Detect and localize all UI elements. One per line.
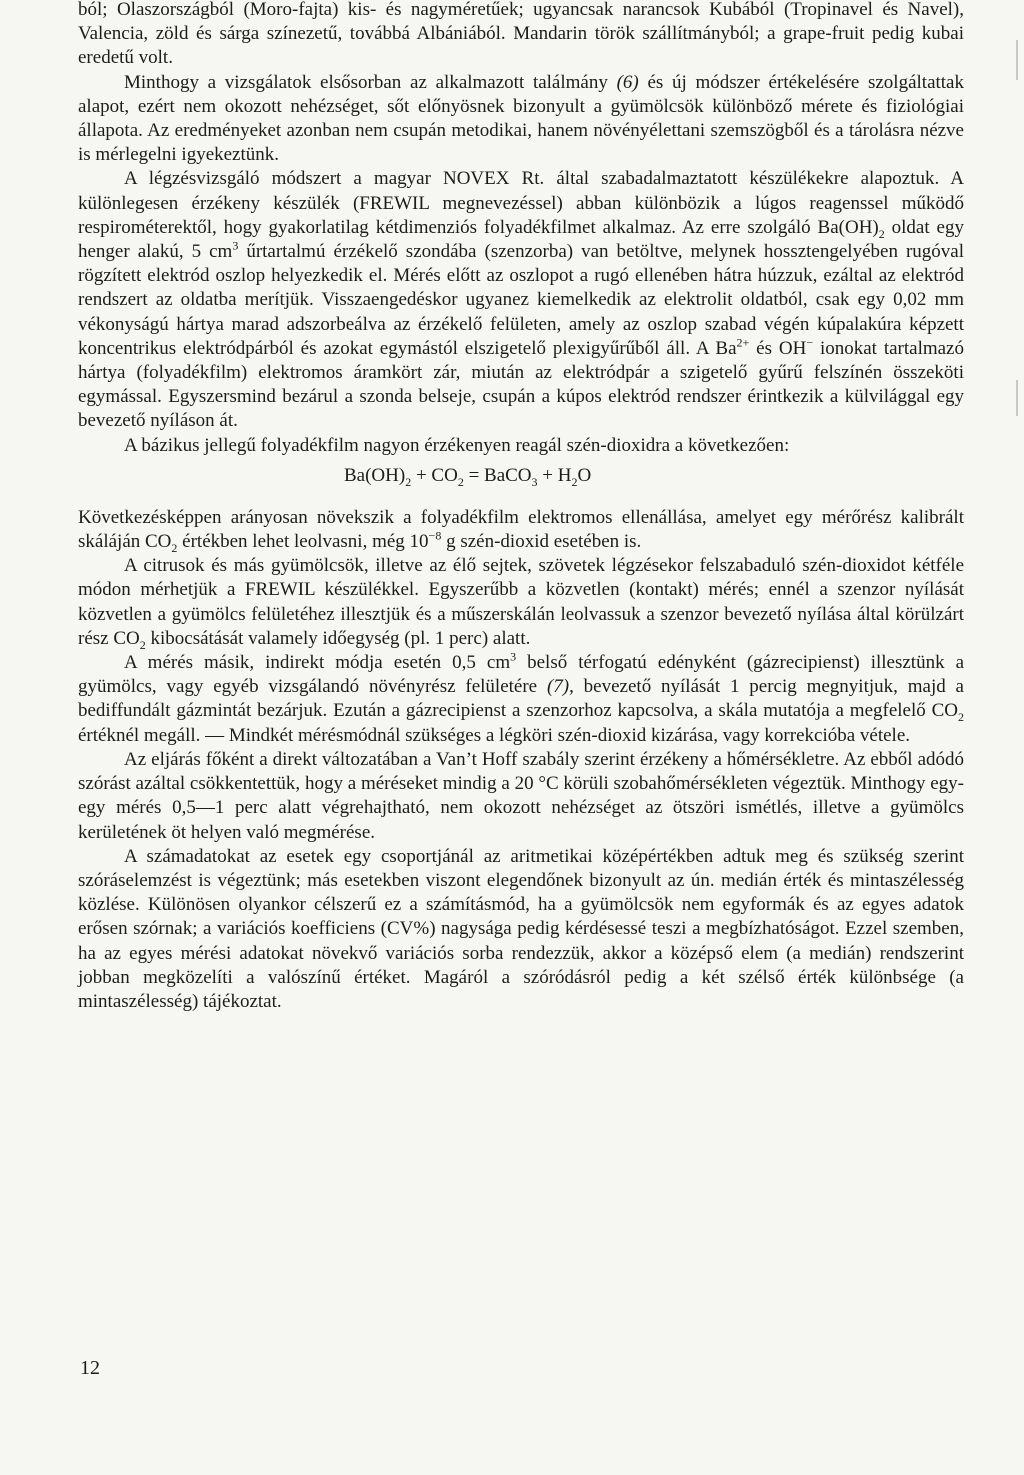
text-run: és OH — [749, 337, 807, 359]
text-run: értékben lehet leolvasni, még 10 — [177, 531, 429, 553]
subscript-text: 2 — [405, 474, 412, 489]
superscript-text: 3 — [232, 238, 239, 253]
text-run: belső térfogatú edényként (gázrecipienst) illesztünk a gyümölcs, vagy egyéb vizsgálandó növényrész felületére — [78, 652, 965, 698]
text-run: űrtartalmú érzékelő szondába (szenzorba) van betöltve, melynek hossztengelyében rugóval rögzített elektród oszlop helyezkedik el. Mérés előtt az oszlopot a rugó ellenében hátra húzzuk, ezáltal az elektród rendszert az oldatba merítjük. Visszaengedéskor ugyanez kiemelkedik az elektrolit oldatból, csak egy 0,02 mm vékonyságú hártya marad adszorbeálva az érzékelő felületen, amely az oszlop szabad végén kúpalakúra képzett koncentrikus elektródpárból és azokat egymástól elszigetelő plexigyűrűből áll. A Ba — [78, 241, 964, 359]
subscript-text: 2 — [457, 474, 464, 489]
text-run: A citrusok és más gyümölcsök, illetve az élő sejtek, szövetek légzésekor felszabaduló szén-dioxidot kétféle módon mérhetjük a FREWIL készülékkel. Egyszerűbb a közvetlen (kontakt) mérés; ennél a szenzor nyílását közvetlen a gyümölcs felületéhez illesztjük és a műszerskálán leolvassuk a szenzor bevezető nyílása által körülzárt rész CO — [78, 555, 964, 649]
page-number: 12 — [80, 1357, 100, 1379]
scan-edge-mark — [1016, 380, 1018, 416]
citation-text: (7) — [546, 676, 570, 698]
superscript-text: − — [806, 335, 814, 350]
text-run: kibocsátását valamely időegység (pl. 1 perc) alatt. — [145, 627, 531, 649]
subscript-text: 2 — [958, 710, 964, 725]
paragraph-p8 — [78, 748, 964, 845]
text-run: értéknél megáll. — Mindkét mérésmódnál szükséges a légköri szén-dioxid kizárása, vagy korrekcióba vétele. — [78, 724, 911, 746]
subscript-text: 2 — [571, 474, 578, 489]
paragraphs-before-equation — [78, 0, 964, 458]
text-run: , bevezető nyílását 1 percig megnyitjuk, majd a bediffundált gázmintát bezárjuk. Ezután a gázrecipienst a szenzorhoz kapcsolva, a skála mutatója a megfelelő CO — [78, 676, 964, 722]
subscript-text: 2 — [139, 637, 146, 652]
page-text-block — [78, 0, 964, 1014]
text-run: és új módszer értékelésére szolgáltattak alapot, ezért nem okozott nehézséget, sőt előnyösnek bizonyult a gyümölcsök különböző mérete és fiziológiai állapota. Az eredményeket azonban nem csupán metodikai, hanem növényélettani szemszögből és a tárolásra nézve is mérlegelni igyekeztünk. — [78, 71, 964, 166]
citation-text: (6) — [616, 71, 639, 93]
text-run: Ba(OH) — [344, 464, 406, 486]
text-run: O — [577, 464, 592, 486]
paragraph-p1 — [78, 0, 964, 71]
superscript-text: 3 — [510, 649, 517, 664]
paragraphs-after-equation — [78, 506, 964, 1014]
chemical-equation — [78, 463, 964, 489]
text-run: A mérés másik, indirekt módja esetén 0,5 cm — [124, 652, 511, 674]
text-run: oldat egy henger alakú, 5 cm — [78, 216, 964, 263]
paragraph-p6 — [78, 554, 964, 651]
text-run: A bázikus jellegű folyadékfilm nagyon érzékenyen reagál szén-dioxidra a következően: — [124, 434, 790, 456]
paragraph-p4 — [78, 434, 964, 458]
subscript-text: 2 — [171, 540, 178, 555]
superscript-text: 2+ — [736, 335, 750, 350]
text-run: Minthogy a vizsgálatok elsősorban az alkalmazott találmány — [124, 71, 617, 93]
text-run: Az eljárás főként a direkt változatában a Van’t Hoff szabály szerint érzékeny a hőmérsékletre. Az ebből adódó szórást azáltal csökkentettük, hogy a méréseket mindig a 20 °C körüli szobahőmérsékleten végeztük. Minthogy egy-egy mérés 0,5—1 perc alatt végrehajtható, nem okozott nehézséget az ötszöri ismétlés, illetve a gyümölcs kerületének öt helyen való megmérése. — [78, 748, 964, 843]
paragraph-p2 — [78, 71, 964, 168]
text-run: + CO — [411, 464, 458, 486]
text-run: ból; Olaszországból (Moro-fajta) kis- és nagyméretűek; ugyancsak narancsok Kubából (Tropinavel és Navel), Valencia, zöld és sárga színezetű, továbbá Albániából. Mandarin török szállítmányból; a grape-fruit pedig kubai eredetű volt. — [78, 0, 964, 69]
scan-edge-mark — [1016, 40, 1018, 80]
text-run: A számadatokat az esetek egy csoportjánál az aritmetikai középértékben adtuk meg és szükség szerint szóráselemzést is végeztünk; más esetekben viszont elegendőnek bizonyult az ún. medián érték és mintaszélesség közlése. Különösen olyankor célszerű ez a számításmód, ha a gyümölcsök nem egyformák és az egyes adatok erősen szórnak; a variációs koefficiens (CV%) nagysága pedig kérdésessé teszi a megbízhatóságot. Ezzel szemben, ha az egyes mérési adatokat növekvő variációs sorba rendezzük, akkor a középső elem (a medián) rendszerint jobban megközelíti a valószínű értéket. Magáról a szóródásról pedig a két szélső érték különbsége (a mintaszélesség) tájékoztat. — [78, 845, 964, 1012]
paragraph-p5 — [78, 506, 964, 554]
text-run: + H — [537, 464, 572, 486]
subscript-text: 3 — [531, 474, 538, 489]
text-run: ionokat tartalmazó hártya (folyadékfilm) elektromos áramkört zár, miután az elektródpár a szigetelő gyűrű felszínén összeköti egymással. Egyszersmind bezárul a szonda belseje, csupán a kúpos elektród rendszer érintkezik a külvilággal egy bevezető nyíláson át. — [78, 337, 964, 432]
text-run: = BaCO — [463, 464, 532, 486]
subscript-text: 2 — [878, 226, 885, 241]
paragraph-p3 — [78, 167, 964, 433]
text-run: Következésképpen arányosan növekszik a folyadékfilm elektromos ellenállása, amelyet egy mérőrész kalibrált skáláján CO — [78, 506, 964, 553]
paragraph-p7 — [78, 651, 964, 748]
superscript-text: −8 — [428, 528, 442, 543]
paragraph-p9 — [78, 845, 964, 1014]
text-run: A légzésvizsgáló módszert a magyar NOVEX Rt. által szabadalmaztatott készülékekre alapoztuk. A különlegesen érzékeny készülék (FREWIL megnevezéssel) abban különbözik a lúgos reagenssel működő respirométerektől, hogy gyakorlatilag kétdimenziós folyadékfilmet alkalmaz. Az erre szolgáló Ba(OH) — [78, 168, 964, 238]
text-run: g szén-dioxid esetében is. — [441, 531, 642, 553]
